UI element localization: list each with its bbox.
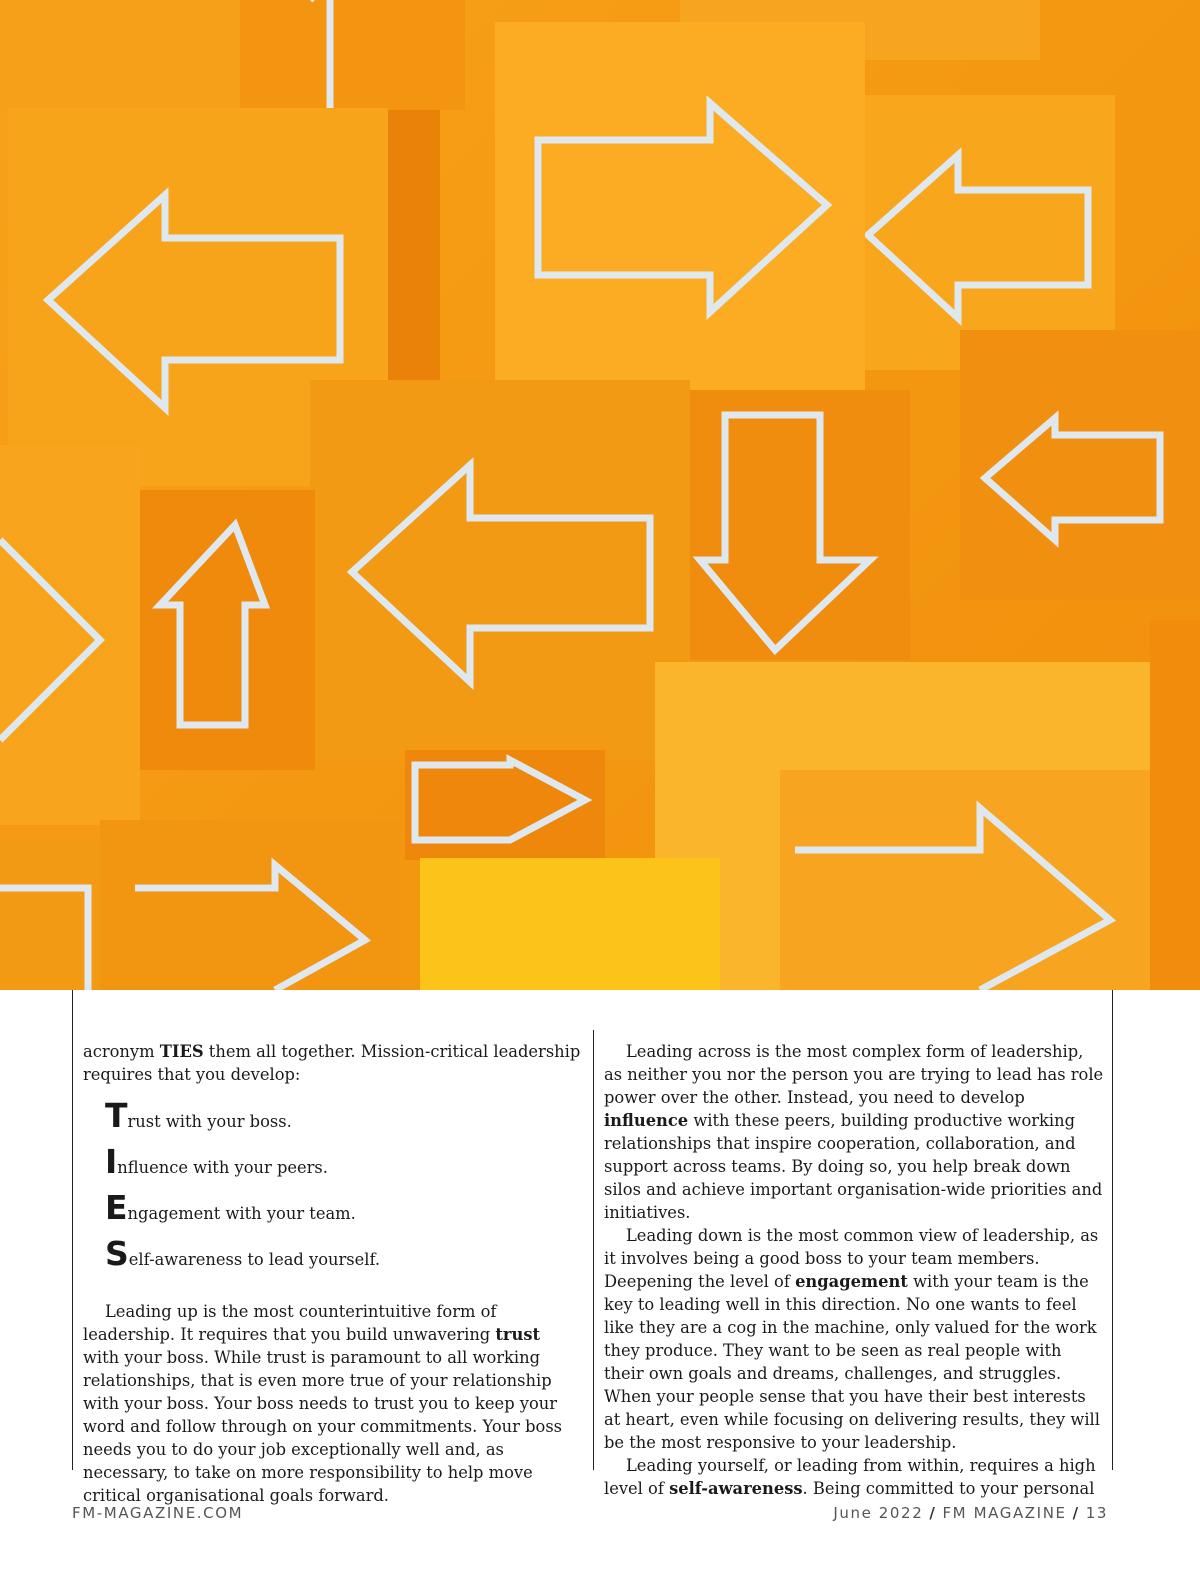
page-number: 13: [1085, 1504, 1108, 1522]
ties-letter: E: [105, 1188, 128, 1227]
right-column-rule: [1112, 990, 1113, 1470]
leading-up-paragraph: Leading up is the most counterintuitive form of leadership. It requires that you build unwavering trust with your boss. While trust is paramount to all working relationships, that is even more true of your relationship with your boss. Your boss needs to trust you to keep your word and follow through on your commitments. Your boss needs you to do your job exceptionally well and, as necessary, to take on more responsibility to help move critical organisational goals forward.: [83, 1302, 563, 1505]
footer-magazine: FM MAGAZINE: [942, 1504, 1067, 1522]
ties-letter: T: [105, 1096, 128, 1135]
ties-letter: I: [105, 1142, 118, 1181]
ties-item-self-awareness: S elf-awareness to lead yourself.: [105, 1234, 381, 1273]
right-column: [604, 1040, 1104, 1500]
ties-letter: S: [105, 1234, 129, 1273]
ties-item-trust: T rust with your boss.: [105, 1096, 292, 1135]
ties-item-engagement: E ngagement with your team.: [105, 1188, 356, 1227]
footer-issue: June 2022 / FM MAGAZINE / 13: [833, 1504, 1108, 1522]
ties-list: [105, 1096, 581, 1280]
footer-site: FM-MAGAZINE.COM: [72, 1504, 244, 1522]
footer-date: June 2022: [833, 1504, 924, 1522]
leading-down-paragraph: Leading down is the most common view of leadership, as it involves being a good boss to your team members. Deepening the level of engagement with your team is the key to leading well in this direction. No one wants to feel like they are a cog in the machine, only valued for the work they produce. They want to be seen as real people with their own goals and dreams, challenges, and struggles. When your people sense that you have their best interests at heart, even while focusing on delivering results, they will be the most responsive to your leadership.: [604, 1226, 1100, 1452]
leading-yourself-paragraph: Leading yourself, or leading from within, requires a high level of self-awareness. Being committed to your personal: [604, 1456, 1096, 1498]
leading-across-paragraph: Leading across is the most complex form of leadership, as neither you nor the person you are trying to lead has role power over the other. Instead, you need to develop influence with these peers, building productive working relationships that inspire cooperation, collaboration, and support across teams. By doing so, you help break down silos and achieve important organisation-wide priorities and initiatives.: [604, 1042, 1104, 1222]
ties-item-influence: I nfluence with your peers.: [105, 1142, 328, 1181]
left-column: [83, 1040, 581, 1507]
center-column-rule: [593, 1030, 594, 1470]
left-column-rule: [72, 990, 73, 1470]
intro-paragraph: acronym TIES them all together. Mission-critical leadership requires that you develop:: [83, 1042, 581, 1084]
